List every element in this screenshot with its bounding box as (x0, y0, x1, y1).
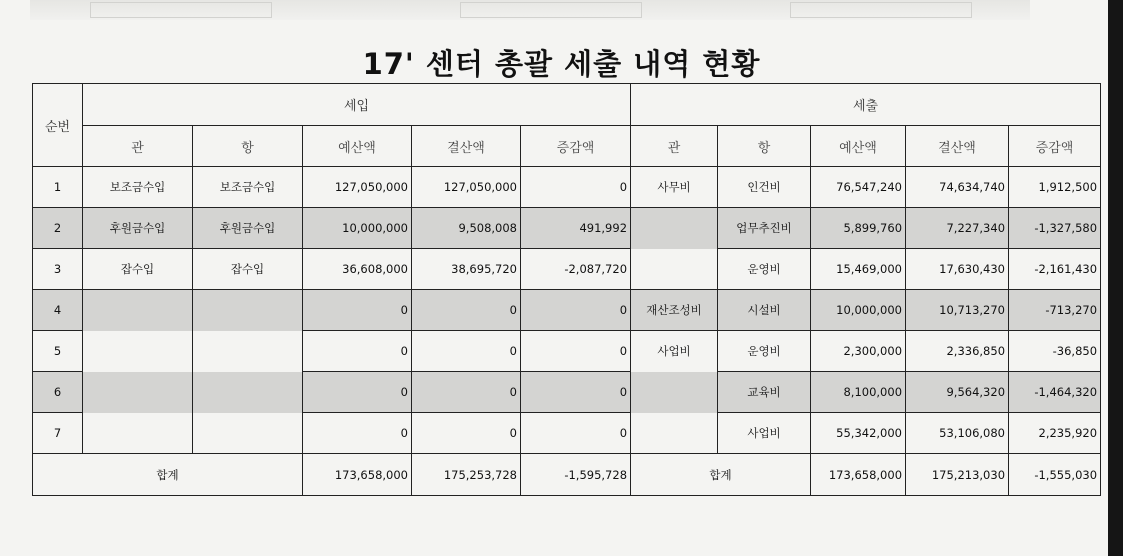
income-budget: 10,000,000 (303, 208, 412, 249)
expense-settle: 74,634,740 (906, 167, 1009, 208)
expense-hang: 업무추진비 (718, 208, 811, 249)
header-expense-settle: 결산액 (906, 126, 1009, 167)
expense-settle: 53,106,080 (906, 413, 1009, 454)
expense-gwan: 재산조성비 (631, 290, 718, 331)
summary-table (32, 83, 1101, 496)
expense-budget: 8,100,000 (811, 372, 906, 413)
page-title: 17' 센터 총괄 세출 내역 현황 (362, 47, 761, 81)
income-settle: 0 (412, 372, 521, 413)
expense-hang: 운영비 (718, 249, 811, 290)
income-diff: 0 (521, 331, 631, 372)
expense-settle: 2,336,850 (906, 331, 1009, 372)
total-income-label: 합계 (33, 454, 303, 496)
expense-settle: 9,564,320 (906, 372, 1009, 413)
income-diff: 0 (521, 290, 631, 331)
expense-settle: 10,713,270 (906, 290, 1009, 331)
scan-bleed-box (790, 2, 972, 18)
income-hang: 잡수입 (193, 249, 303, 290)
expense-diff: -1,464,320 (1009, 372, 1101, 413)
expense-hang: 시설비 (718, 290, 811, 331)
expense-hang: 사업비 (718, 413, 811, 454)
scan-artifact-top (30, 0, 1030, 20)
expense-gwan (631, 249, 718, 290)
income-budget: 0 (303, 290, 412, 331)
total-row (33, 454, 1101, 496)
expense-budget: 15,469,000 (811, 249, 906, 290)
income-diff: 0 (521, 372, 631, 413)
table-row (33, 372, 1101, 413)
total-income-budget: 173,658,000 (303, 454, 412, 496)
expense-gwan: 사업비 (631, 331, 718, 372)
income-gwan: 잡수입 (83, 249, 193, 290)
income-settle: 127,050,000 (412, 167, 521, 208)
income-budget: 0 (303, 413, 412, 454)
income-gwan (83, 413, 193, 454)
expense-hang: 교육비 (718, 372, 811, 413)
income-diff: 0 (521, 413, 631, 454)
scan-bleed-box (90, 2, 272, 18)
income-budget: 36,608,000 (303, 249, 412, 290)
table-row (33, 167, 1101, 208)
income-hang (193, 372, 303, 413)
row-number: 2 (33, 208, 83, 249)
row-number: 1 (33, 167, 83, 208)
income-gwan (83, 331, 193, 372)
table-row (33, 208, 1101, 249)
header-expense-gwan: 관 (631, 126, 718, 167)
expense-gwan: 사무비 (631, 167, 718, 208)
expense-settle: 7,227,340 (906, 208, 1009, 249)
income-gwan (83, 372, 193, 413)
income-settle: 0 (412, 290, 521, 331)
header-income-settle: 결산액 (412, 126, 521, 167)
income-gwan (83, 290, 193, 331)
expense-gwan (631, 208, 718, 249)
table-row (33, 249, 1101, 290)
header-expense: 세출 (631, 84, 1101, 126)
row-number: 6 (33, 372, 83, 413)
expense-budget: 2,300,000 (811, 331, 906, 372)
table-row (33, 413, 1101, 454)
income-settle: 38,695,720 (412, 249, 521, 290)
expense-settle: 17,630,430 (906, 249, 1009, 290)
header-expense-budget: 예산액 (811, 126, 906, 167)
header-income: 세입 (83, 84, 631, 126)
header-expense-diff: 증감액 (1009, 126, 1101, 167)
income-diff: 491,992 (521, 208, 631, 249)
total-income-diff: -1,595,728 (521, 454, 631, 496)
expense-budget: 55,342,000 (811, 413, 906, 454)
income-hang (193, 331, 303, 372)
income-diff: -2,087,720 (521, 249, 631, 290)
row-number: 7 (33, 413, 83, 454)
expense-gwan (631, 372, 718, 413)
header-expense-hang: 항 (718, 126, 811, 167)
income-budget: 0 (303, 331, 412, 372)
expense-hang: 운영비 (718, 331, 811, 372)
income-gwan: 보조금수입 (83, 167, 193, 208)
row-number: 4 (33, 290, 83, 331)
header-row-2 (33, 126, 1101, 167)
expense-diff: 2,235,920 (1009, 413, 1101, 454)
table-row (33, 331, 1101, 372)
total-expense-diff: -1,555,030 (1009, 454, 1101, 496)
row-number: 3 (33, 249, 83, 290)
expense-budget: 76,547,240 (811, 167, 906, 208)
header-seq: 순번 (33, 84, 83, 167)
expense-diff: -1,327,580 (1009, 208, 1101, 249)
income-settle: 9,508,008 (412, 208, 521, 249)
total-expense-budget: 173,658,000 (811, 454, 906, 496)
expense-gwan (631, 413, 718, 454)
income-hang: 보조금수입 (193, 167, 303, 208)
scan-bleed-box (460, 2, 642, 18)
header-row-1 (33, 84, 1101, 126)
income-hang (193, 413, 303, 454)
expense-diff: -36,850 (1009, 331, 1101, 372)
header-income-gwan: 관 (83, 126, 193, 167)
income-gwan: 후원금수입 (83, 208, 193, 249)
total-expense-settle: 175,213,030 (906, 454, 1009, 496)
expense-diff: -2,161,430 (1009, 249, 1101, 290)
income-diff: 0 (521, 167, 631, 208)
total-income-settle: 175,253,728 (412, 454, 521, 496)
expense-hang: 인건비 (718, 167, 811, 208)
income-hang (193, 290, 303, 331)
income-budget: 0 (303, 372, 412, 413)
scan-edge-shadow (1108, 0, 1123, 556)
total-expense-label: 합계 (631, 454, 811, 496)
header-income-budget: 예산액 (303, 126, 412, 167)
header-income-hang: 항 (193, 126, 303, 167)
row-number: 5 (33, 331, 83, 372)
table-row (33, 290, 1101, 331)
expense-budget: 10,000,000 (811, 290, 906, 331)
expense-diff: -713,270 (1009, 290, 1101, 331)
income-settle: 0 (412, 331, 521, 372)
income-budget: 127,050,000 (303, 167, 412, 208)
expense-budget: 5,899,760 (811, 208, 906, 249)
income-hang: 후원금수입 (193, 208, 303, 249)
header-income-diff: 증감액 (521, 126, 631, 167)
income-settle: 0 (412, 413, 521, 454)
expense-diff: 1,912,500 (1009, 167, 1101, 208)
